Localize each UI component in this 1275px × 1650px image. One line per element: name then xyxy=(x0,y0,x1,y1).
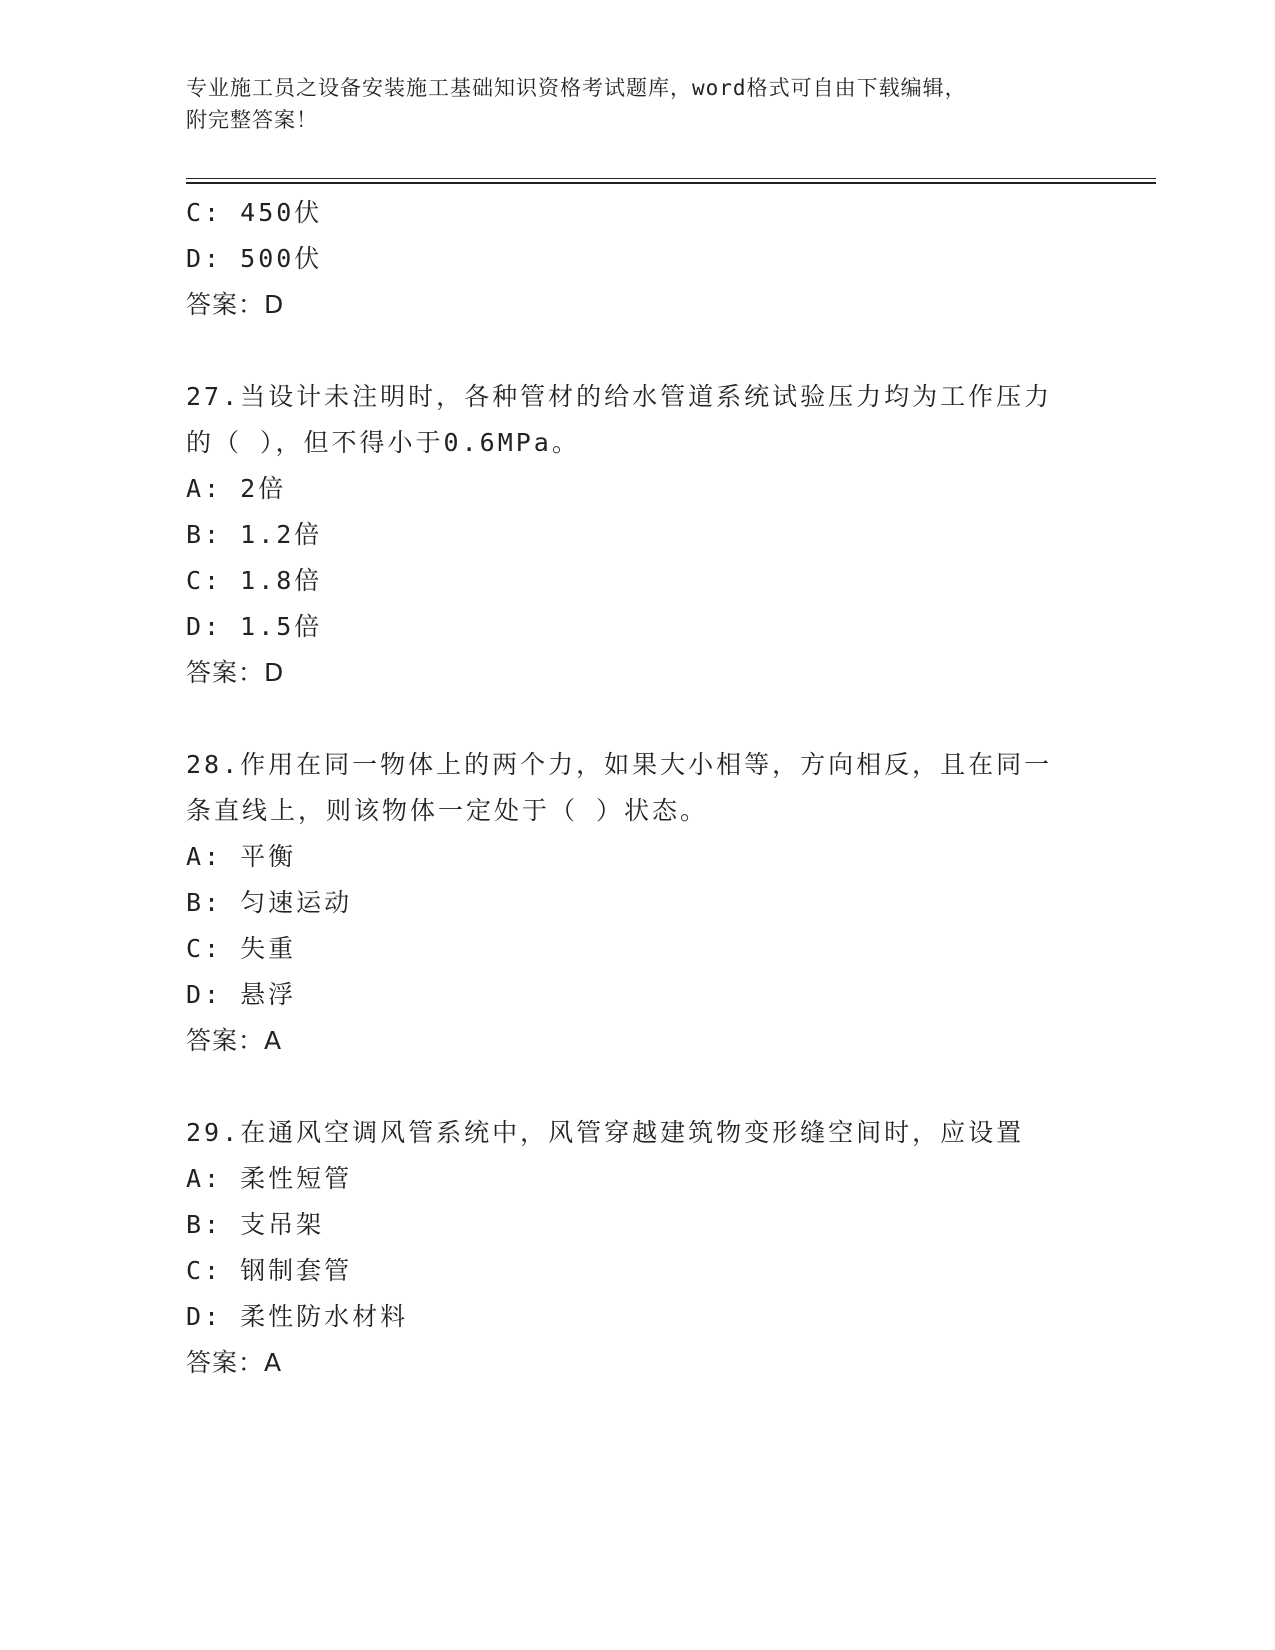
option-d: D: 悬浮 xyxy=(186,980,297,1009)
option-c: C: 失重 xyxy=(186,934,297,963)
question-list xyxy=(186,190,1086,1386)
option-a: A: 柔性短管 xyxy=(186,1164,353,1193)
answer: 答案：A xyxy=(186,1348,283,1377)
question-28 xyxy=(186,742,1086,1064)
option-d: D: 1.5倍 xyxy=(186,612,323,641)
option-b: B: 匀速运动 xyxy=(186,888,353,917)
option-a: A: 平衡 xyxy=(186,842,297,871)
option-a: A: 2倍 xyxy=(186,474,287,503)
option-b: B: 支吊架 xyxy=(186,1210,325,1239)
spacer xyxy=(186,696,1086,742)
question-stem-cont: 的（ ），但不得小于0.6MPa。 xyxy=(186,428,580,457)
question-29 xyxy=(186,1110,1086,1386)
option-c: C: 450伏 xyxy=(186,198,323,227)
spacer xyxy=(186,1064,1086,1110)
question-26 xyxy=(186,190,1086,328)
option-c: C: 钢制套管 xyxy=(186,1256,353,1285)
question-stem: 27.当设计未注明时，各种管材的给水管道系统试验压力均为工作压力 xyxy=(186,382,1053,411)
answer: 答案：D xyxy=(186,290,285,319)
option-c: C: 1.8倍 xyxy=(186,566,323,595)
question-27 xyxy=(186,374,1086,696)
document-header xyxy=(186,72,1086,136)
question-stem-cont: 条直线上，则该物体一定处于（ ）状态。 xyxy=(186,796,709,825)
header-line-2: 附完整答案！ xyxy=(186,108,318,132)
question-stem: 28.作用在同一物体上的两个力，如果大小相等，方向相反，且在同一 xyxy=(186,750,1053,779)
option-b: B: 1.2倍 xyxy=(186,520,323,549)
question-stem: 29.在通风空调风管系统中，风管穿越建筑物变形缝空间时，应设置 xyxy=(186,1118,1025,1147)
answer: 答案：D xyxy=(186,658,285,687)
option-d: D: 500伏 xyxy=(186,244,323,273)
header-divider-thick xyxy=(186,182,1156,184)
header-line-1: 专业施工员之设备安装施工基础知识资格考试题库，word格式可自由下载编辑， xyxy=(186,76,967,100)
header-divider-thin xyxy=(186,178,1156,179)
option-d: D: 柔性防水材料 xyxy=(186,1302,409,1331)
spacer xyxy=(186,328,1086,374)
answer: 答案：A xyxy=(186,1026,283,1055)
